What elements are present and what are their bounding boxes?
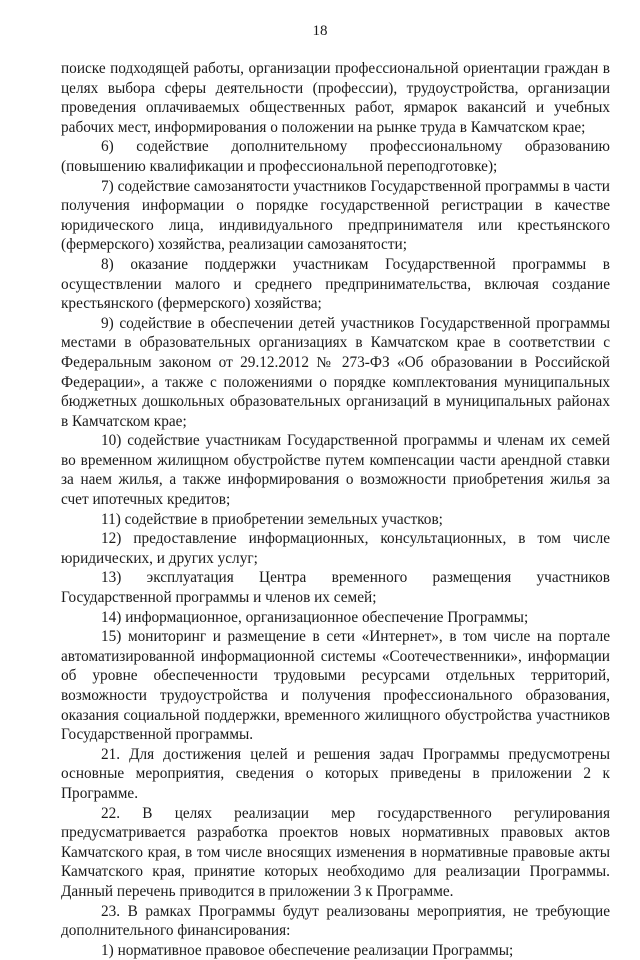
paragraph-item-6: 6) содействие дополнительному профессиональному образованию (повышению квалификации и профессиональной переподготовке); xyxy=(61,138,610,175)
paragraph-item-10: 10) содействие участникам Государственной программы и членам их семей во временном жилищном обустройстве путем компенсации части арендной ставки за наем жилья, а также информирования о возможности приобретения жилья за счет ипотечных кредитов; xyxy=(61,432,610,509)
paragraph-item-13: 13) эксплуатация Центра временного размещения участников Государственной программы и членов их семей; xyxy=(61,569,610,607)
paragraph-item-11: 11) содействие в приобретении земельных участков; xyxy=(101,510,443,528)
paragraph-item-8: 8) оказание поддержки участникам Государственной программы в осуществлении малого и среднего предпринимательства, включая создание крестьянского (фермерского) хозяйства; xyxy=(61,255,610,313)
paragraph-section-23: 23. В рамках Программы будут реализованы мероприятия, не требующие дополнительного финансирования: xyxy=(61,902,610,940)
paragraph-section-21: 21. Для достижения целей и решения задач Программы предусмотрены основные мероприятия, сведения о которых приведены в приложении 2 к Программе. xyxy=(61,745,610,802)
paragraph-item-14: 14) информационное, организационное обеспечение Программы; xyxy=(101,608,529,626)
paragraph-item-23-1: 1) нормативное правовое обеспечение реализации Программы; xyxy=(101,941,514,959)
paragraph-item-15: 15) мониторинг и размещение в сети «Интернет», в том числе на портале автоматизированной информационной системы «Соотечественники», информации об уровне обеспеченности трудовыми ресурсами отдельных территорий, возможности трудоустройства и получения профессионального образования, оказания социальной поддержки, временного жилищного обустройства участников Государственной программы. xyxy=(61,628,610,744)
document-body xyxy=(61,59,610,960)
paragraph-item-9: 9) содействие в обеспечении детей участников Государственной программы местами в образовательных организациях в Камчатском крае в соответствии с Федеральным законом от 29.12.2012 № 273-ФЗ «Об образовании в Российской Федерации», а также с положениями о порядке комплектования муниципальных бюджетных дошкольных образовательных организаций в муниципальных районах в Камчатском крае; xyxy=(61,314,610,430)
paragraph-item-12: 12) предоставление информационных, консультационных, в том числе юридических, и других услуг; xyxy=(61,530,610,567)
page-number: 18 xyxy=(312,23,328,39)
paragraph-section-22: 22. В целях реализации мер государственного регулирования предусматривается разработка проектов новых нормативных правовых актов Камчатского края, в том числе вносящих изменения в нормативные правовые акты Камчатского края, принятие которых необходимо для реализации Программы. Данный перечень приводится в приложении 3 к Программе. xyxy=(61,804,610,900)
paragraph-continued-text: поиске подходящей работы, организации профессиональной ориентации граждан в целях выбора сферы деятельности (профессии), трудоустройства, организации проведения оплачиваемых общественных работ, ярмарок вакансий и учебных рабочих мест, информирования о положении на рынке труда в Камчатском крае; xyxy=(61,60,610,136)
paragraph-item-7: 7) содействие самозанятости участников Государственной программы в части получения информации о порядке государственной регистрации в качестве юридического лица, индивидуального предпринимателя или крестьянского (фермерского) хозяйства, реализации самозанятости; xyxy=(61,177,610,254)
